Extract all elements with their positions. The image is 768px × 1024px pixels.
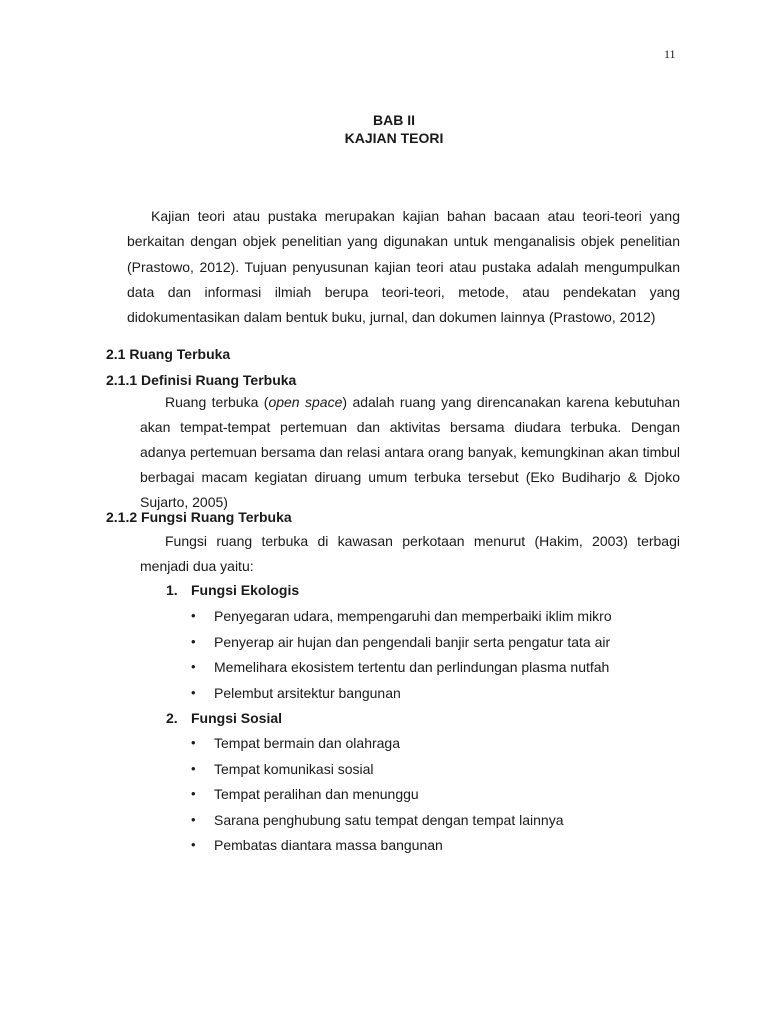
group-heading-social <box>166 709 282 727</box>
group-number: 1. <box>166 582 178 598</box>
definition-text-start: Ruang terbuka ( <box>165 394 269 410</box>
list-item: • Tempat komunikasi sosial <box>191 760 374 777</box>
bullet-icon: • <box>191 786 196 801</box>
definition-text-rest: ) adalah ruang yang direncanakan karena kebutuhan akan tempat-tempat pertemuan dan aktivitas bersama diudara terbuka. Dengan adanya pertemuan bersama dan relasi antara orang banyak, kemungkinan akan timbul berbagai macam kegiatan diruang umum terbuka tersebut (Eko Budiharjo & Djoko Sujarto, 2005) <box>140 394 680 510</box>
group-title: Fungsi Ekologis <box>191 582 300 598</box>
list-item: • Penyerap air hujan dan pengendali banjir serta pengatur tata air <box>191 633 611 650</box>
chapter-title: KAJIAN TEORI <box>344 130 444 146</box>
chapter-heading <box>0 111 768 147</box>
social-list <box>188 734 564 862</box>
ecological-list <box>188 607 612 709</box>
page-number: 11 <box>664 47 676 61</box>
list-item: • Pembatas diantara massa bangunan <box>191 837 443 853</box>
bullet-icon: • <box>191 811 196 827</box>
group-number: 2. <box>166 710 178 726</box>
bullet-icon: • <box>191 735 196 750</box>
list-item: • Memelihara ekosistem tertentu dan perlindungan plasma nutfah <box>191 659 610 675</box>
bullet-icon: • <box>191 760 196 776</box>
group-title: Fungsi Sosial <box>191 710 283 726</box>
bullet-icon: • <box>191 837 196 852</box>
group-heading-ecological <box>166 581 299 599</box>
definition-paragraph <box>140 390 680 515</box>
bullet-icon: • <box>191 659 196 674</box>
intro-text: Kajian teori atau pustaka merupakan kajian bahan bacaan atau teori-teori yang berkaitan dengan objek penelitian yang digunakan untuk menganalisis objek penelitian (Prastowo, 2012). Tujuan penyusunan kajian teori atau pustaka adalah mengumpulkan data dan informasi ilmiah berupa teori-teori, metode, atau pendekatan yang didokumentasikan dalam bentuk buku, jurnal, dan dokumen lainnya (Prastowo, 2012) <box>127 208 680 326</box>
section-heading-2-1: 2.1 Ruang Terbuka <box>106 346 231 362</box>
list-item: • Penyegaran udara, mempengaruhi dan memperbaiki iklim mikro <box>191 608 612 624</box>
function-paragraph: Fungsi ruang terbuka di kawasan perkotaan menurut (Hakim, 2003) terbagi menjadi dua yaitu: <box>140 533 680 574</box>
section-heading-2-1-1: 2.1.1 Definisi Ruang Terbuka <box>106 372 297 388</box>
list-item: • Pelembut arsitektur bangunan <box>191 684 401 701</box>
list-item: • Sarana penghubung satu tempat dengan tempat lainnya <box>191 811 564 828</box>
intro-paragraph <box>127 204 680 330</box>
section-heading-2-1-2: 2.1.2 Fungsi Ruang Terbuka <box>106 509 292 525</box>
bullet-icon: • <box>191 633 196 649</box>
definition-term-italic: open space <box>268 394 343 410</box>
bullet-icon: • <box>191 684 196 700</box>
bullet-icon: • <box>191 608 196 623</box>
chapter-number: BAB II <box>373 112 415 128</box>
list-item: • Tempat bermain dan olahraga <box>191 735 401 751</box>
list-item: • Tempat peralihan dan menunggu <box>191 786 419 802</box>
